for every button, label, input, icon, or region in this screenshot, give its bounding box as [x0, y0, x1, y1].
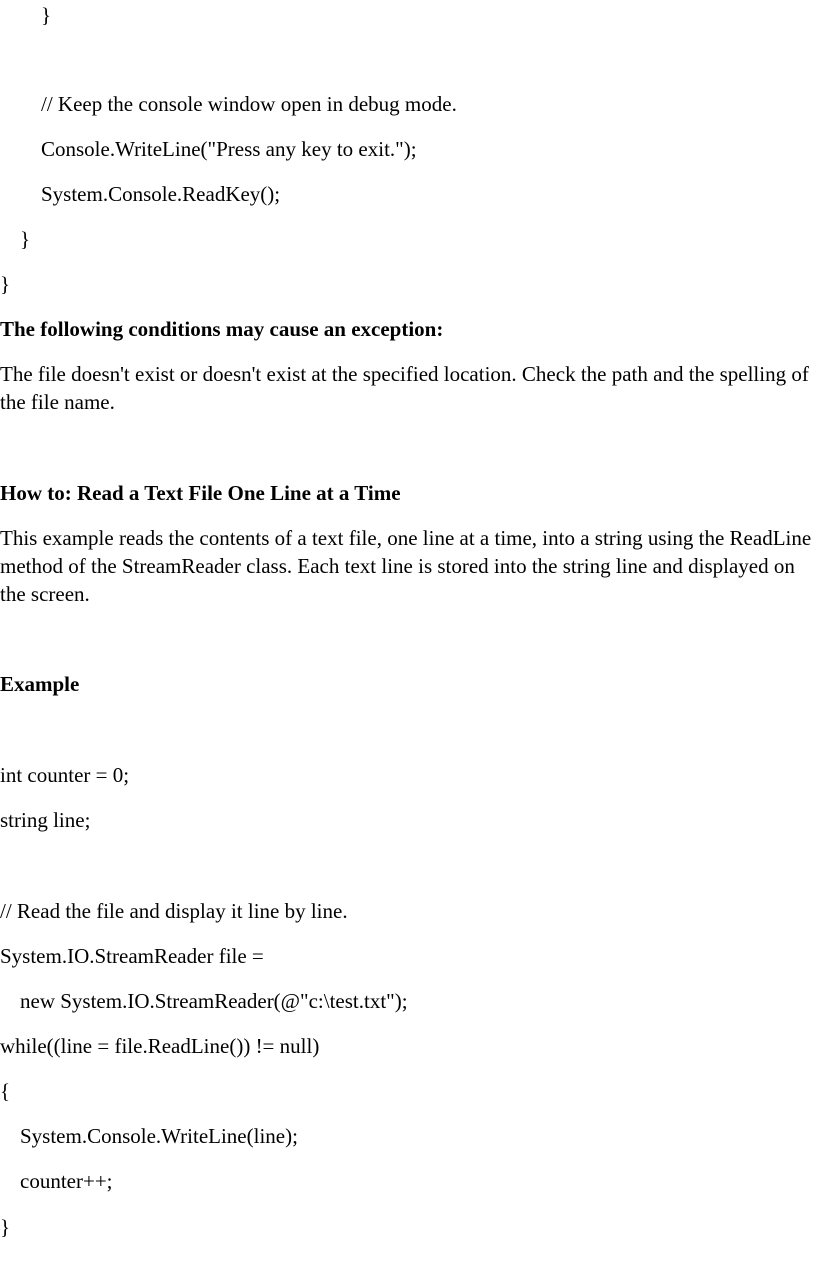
howto-body: This example reads the contents of a text file, one line at a time, into a string using the ReadLine method of the StreamReader class. Each text line is stored into the string line and displayed on the screen. — [0, 526, 812, 606]
code-open-brace: { — [0, 1079, 11, 1103]
code-write-line: System.Console.WriteLine(line); — [20, 1124, 298, 1148]
code-increment: counter++; — [20, 1169, 113, 1193]
howto-heading: How to: Read a Text File One Line at a Time — [0, 481, 401, 505]
exceptions-heading: The following conditions may cause an exception: — [0, 317, 444, 341]
exceptions-body: The file doesn't exist or doesn't exist at the specified location. Check the path and the spelling of the file name. — [0, 362, 809, 414]
code-reader-new: new System.IO.StreamReader(@"c:\test.txt"); — [20, 989, 408, 1013]
code-class-close-brace: } — [0, 272, 11, 296]
code-reader-decl: System.IO.StreamReader file = — [0, 944, 264, 968]
code-inner-close-brace: } — [41, 3, 52, 27]
code-read-key: System.Console.ReadKey(); — [41, 182, 281, 206]
code-line-decl: string line; — [0, 808, 91, 832]
code-method-close-brace: } — [20, 227, 31, 251]
code-comment-read: // Read the file and display it line by line. — [0, 899, 348, 923]
code-while-stmt: while((line = file.ReadLine()) != null) — [0, 1034, 320, 1058]
code-close-brace: } — [0, 1215, 11, 1239]
example-heading: Example — [0, 672, 80, 696]
code-counter-decl: int counter = 0; — [0, 763, 130, 787]
code-write-press-key: Console.WriteLine("Press any key to exit."); — [41, 137, 417, 161]
code-comment-keep-open: // Keep the console window open in debug mode. — [41, 92, 457, 116]
